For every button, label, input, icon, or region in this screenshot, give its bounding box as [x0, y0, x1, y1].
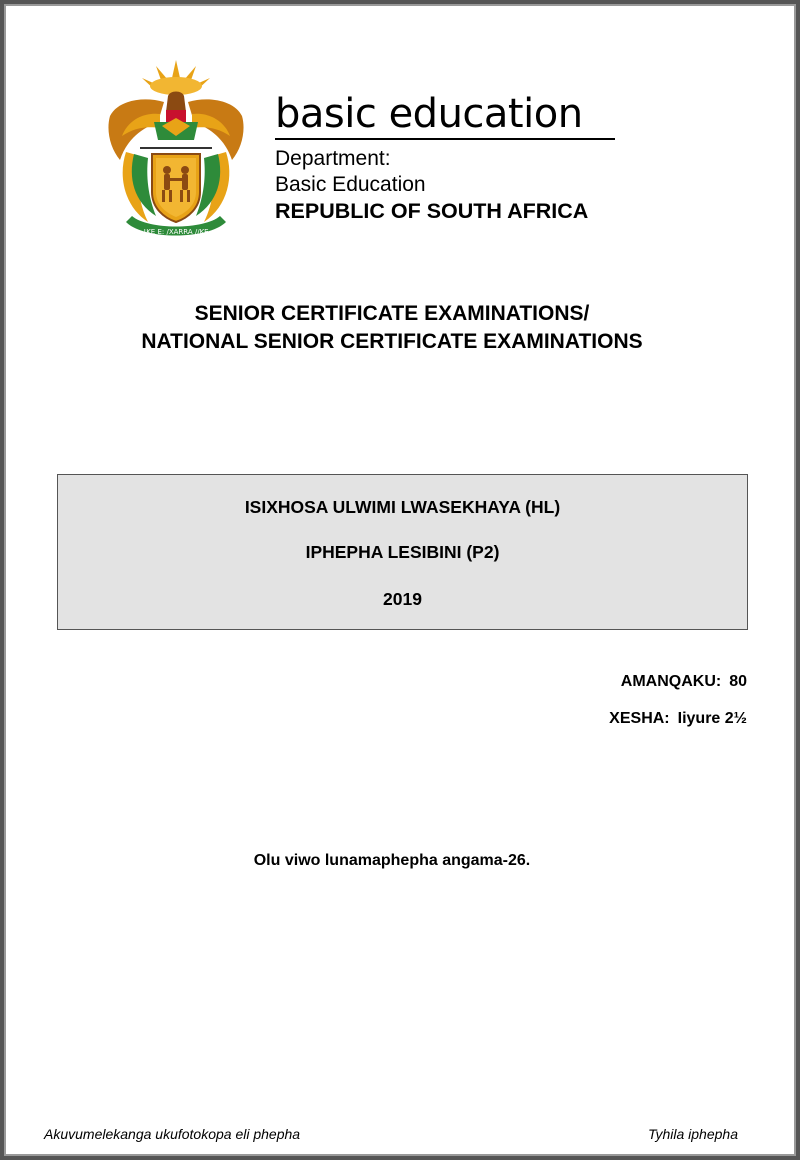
department-label: Department:	[275, 147, 391, 170]
footer-copy-notice: Akuvumelekanga ukufotokopa eli phepha	[44, 1126, 301, 1142]
coat-of-arms-logo	[104, 56, 248, 242]
footer-turn-page: Tyhila iphepha	[647, 1126, 738, 1142]
department-name: Basic Education	[275, 173, 426, 196]
paper-number: IPHEPHA LESIBINI (P2)	[305, 542, 500, 562]
country-name: REPUBLIC OF SOUTH AFRICA	[275, 199, 589, 223]
exam-heading-line2: NATIONAL SENIOR CERTIFICATE EXAMINATIONS	[141, 330, 643, 353]
brand-title: basic education	[275, 90, 615, 140]
time-value: Iiyure 2½	[677, 710, 747, 727]
marks-info	[621, 673, 747, 691]
time-label: XESHA:	[609, 710, 670, 727]
crest-motto: !KE E: /XARRA //KE	[143, 228, 209, 236]
exam-heading	[0, 300, 800, 356]
time-info	[609, 710, 747, 728]
subject-title: ISIXHOSA ULWIMI LWASEKHAYA (HL)	[244, 497, 561, 517]
page-count-note: Olu viwo lunamaphepha angama-26.	[253, 852, 531, 869]
subject-box	[57, 474, 748, 630]
exam-year: 2019	[383, 589, 422, 609]
marks-value: 80	[729, 673, 747, 690]
exam-heading-line1: SENIOR CERTIFICATE EXAMINATIONS/	[194, 302, 590, 325]
department-branding	[275, 90, 620, 224]
marks-label: AMANQAKU:	[620, 673, 722, 690]
